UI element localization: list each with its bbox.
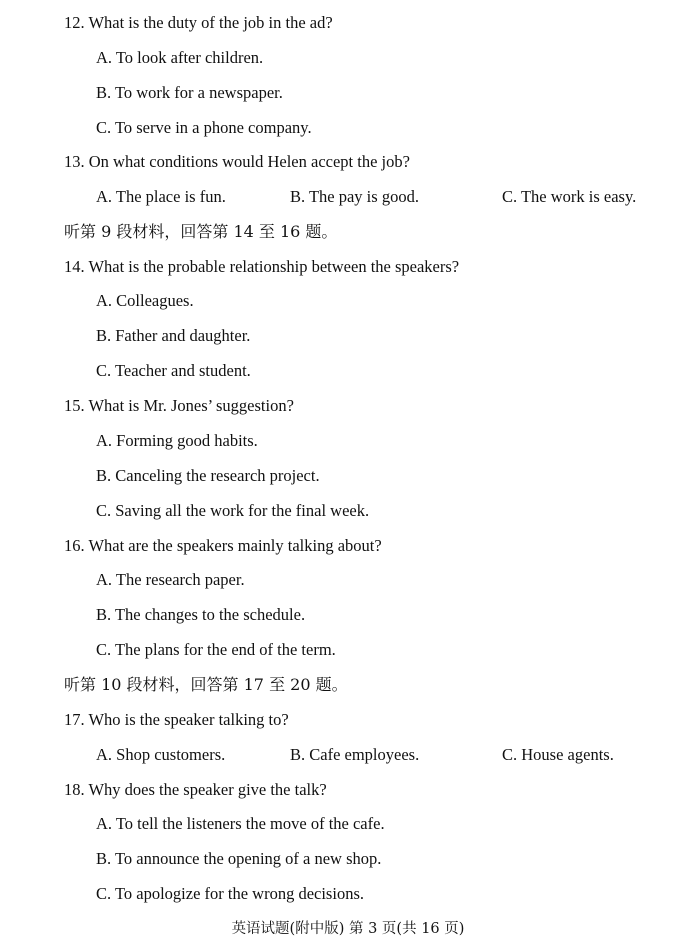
question-17-stem: 17. Who is the speaker talking to? [64, 710, 289, 729]
question-14-option-c: C. Teacher and student. [96, 361, 251, 380]
question-15-stem: 15. What is Mr. Jones’ suggestion? [64, 396, 294, 415]
question-13-option-b: B. The pay is good. [290, 187, 419, 206]
question-16-option-a: A. The research paper. [96, 570, 245, 589]
question-18-stem: 18. Why does the speaker give the talk? [64, 780, 327, 799]
question-17-option-b: B. Cafe employees. [290, 745, 420, 764]
question-16-option-c: C. The plans for the end of the term. [96, 640, 336, 659]
question-18-option-a: A. To tell the listeners the move of the cafe. [96, 814, 385, 833]
question-18-option-b: B. To announce the opening of a new shop. [96, 849, 382, 868]
question-17-option-a: A. Shop customers. [96, 745, 226, 764]
question-15-option-c: C. Saving all the work for the final week. [96, 501, 370, 520]
question-16-option-b: B. The changes to the schedule. [96, 605, 306, 624]
section-9-instruction: 听第 9 段材料，回答第 14 至 16 题。 [64, 222, 338, 241]
question-12-stem: 12. What is the duty of the job in the ad? [64, 13, 333, 32]
question-15-option-a: A. Forming good habits. [96, 431, 258, 450]
question-13-stem: 13. On what conditions would Helen accept the job? [64, 152, 410, 171]
question-13-option-c: C. The work is easy. [502, 187, 637, 206]
page-footer: 英语试题(附中版) 第 3 页(共 16 页) [231, 921, 465, 937]
question-14-option-a: A. Colleagues. [96, 291, 194, 310]
question-17-option-c: C. House agents. [502, 745, 614, 764]
question-12-option-b: B. To work for a newspaper. [96, 83, 283, 102]
question-13-option-a: A. The place is fun. [96, 187, 226, 206]
question-12-option-a: A. To look after children. [96, 48, 264, 67]
question-15-option-b: B. Canceling the research project. [96, 466, 320, 485]
question-18-option-c: C. To apologize for the wrong decisions. [96, 884, 364, 903]
question-14-stem: 14. What is the probable relationship between the speakers? [64, 257, 460, 276]
question-14-option-b: B. Father and daughter. [96, 326, 251, 345]
question-16-stem: 16. What are the speakers mainly talking about? [64, 536, 382, 555]
section-10-instruction: 听第 10 段材料，回答第 17 至 20 题。 [64, 675, 348, 694]
question-12-option-c: C. To serve in a phone company. [96, 118, 312, 137]
